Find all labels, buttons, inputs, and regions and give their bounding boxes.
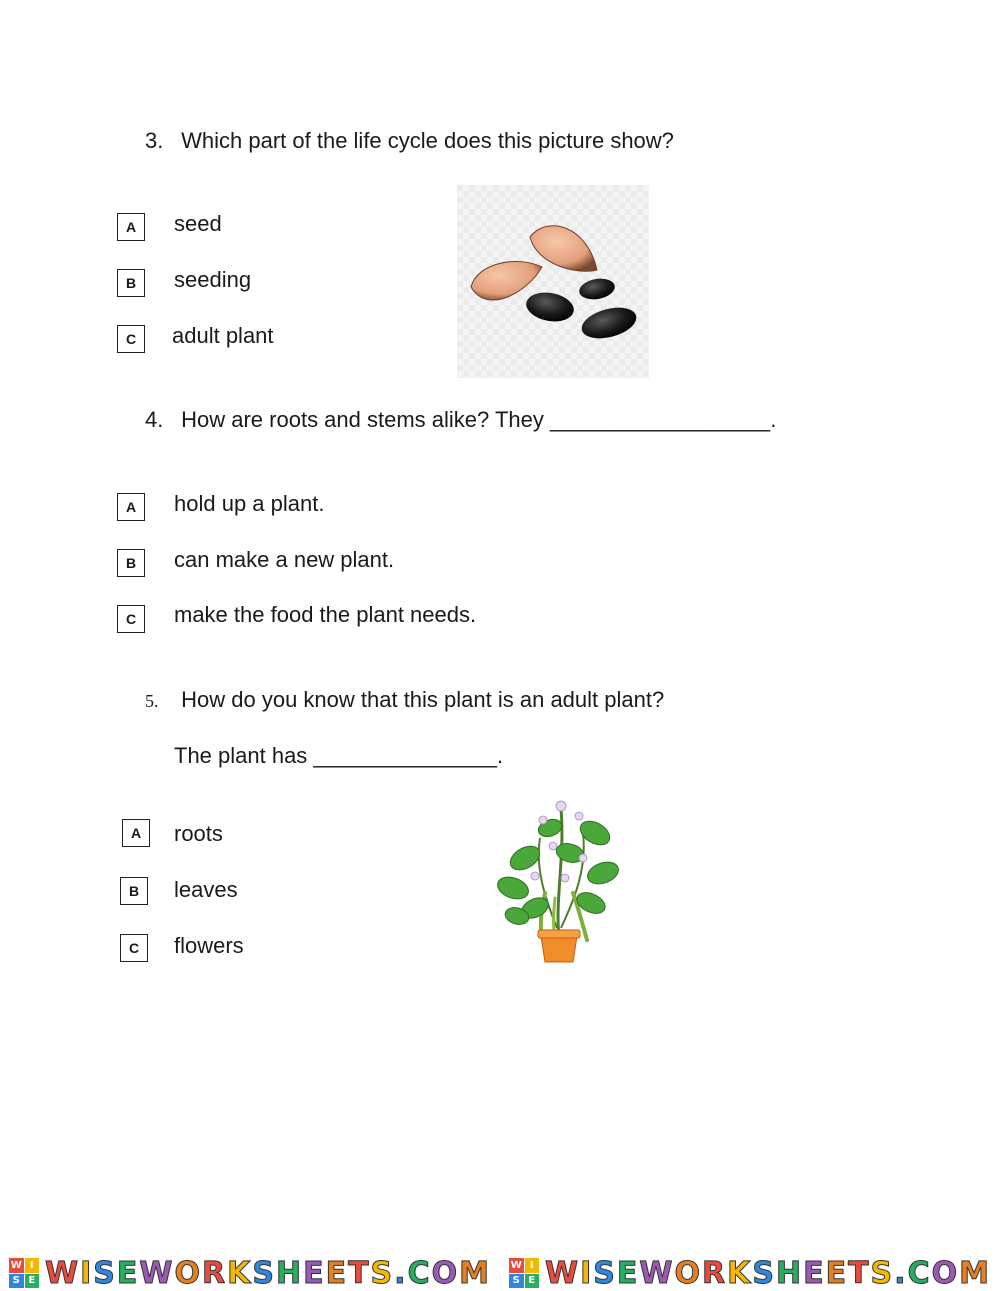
- watermark-letter: S: [870, 1255, 895, 1291]
- option-letter: C: [117, 325, 145, 353]
- option-letter: C: [117, 605, 145, 633]
- watermark-letter: E: [303, 1255, 326, 1291]
- option-letter: A: [117, 213, 145, 241]
- question-5: [145, 687, 664, 713]
- watermark-letter: W: [639, 1255, 675, 1291]
- question-4: [145, 407, 776, 433]
- question-3: [145, 128, 674, 154]
- logo-letter: W: [510, 1259, 522, 1271]
- watermark-letter: O: [931, 1255, 960, 1291]
- watermark-letter: W: [545, 1255, 581, 1291]
- option-a-checkbox[interactable]: [117, 212, 145, 242]
- watermark-letter: T: [348, 1255, 371, 1291]
- option-letter: B: [120, 877, 148, 905]
- logo-letter: E: [525, 1274, 540, 1289]
- question-subprompt: The plant has _______________.: [174, 743, 504, 768]
- potted-plant-image: [495, 798, 623, 966]
- watermark-letter: H: [775, 1255, 804, 1291]
- option-letter: A: [122, 819, 150, 847]
- watermark-letter: O: [431, 1255, 460, 1291]
- watermark-text: [545, 1256, 991, 1291]
- footer-watermark: [0, 1255, 1000, 1291]
- logo-letter: S: [9, 1274, 24, 1289]
- logo-letter: I: [525, 1258, 540, 1273]
- option-letter: B: [117, 269, 145, 297]
- option-a-checkbox[interactable]: [117, 492, 145, 522]
- option-text: flowers: [174, 933, 244, 958]
- watermark-letter: O: [674, 1255, 702, 1291]
- option-text: adult plant: [172, 323, 274, 348]
- logo-letter: I: [25, 1258, 40, 1273]
- watermark-letter: S: [93, 1255, 117, 1291]
- watermark-letter: O: [174, 1255, 202, 1291]
- watermark-letter: K: [727, 1255, 753, 1291]
- option-text: leaves: [174, 877, 238, 902]
- logo-letter: E: [25, 1274, 40, 1289]
- wiseworksheets-logo-icon: [9, 1258, 39, 1288]
- option-b-checkbox[interactable]: [117, 548, 145, 578]
- watermark-letter: E: [803, 1255, 826, 1291]
- watermark-letter: E: [116, 1255, 140, 1291]
- watermark-letter: R: [202, 1255, 228, 1291]
- watermark-letter: E: [325, 1255, 349, 1291]
- option-b-checkbox[interactable]: [120, 876, 148, 906]
- option-letter: B: [117, 549, 145, 577]
- watermark-letter: C: [907, 1255, 932, 1291]
- watermark-left: [9, 1256, 491, 1291]
- watermark-letter: S: [752, 1255, 776, 1291]
- watermark-letter: S: [252, 1255, 276, 1291]
- watermark-letter: M: [459, 1255, 491, 1291]
- watermark-letter: .: [394, 1255, 408, 1291]
- watermark-letter: I: [80, 1255, 94, 1291]
- question-prompt: How are roots and stems alike? They __________________.: [181, 407, 777, 432]
- question-prompt: How do you know that this plant is an adult plant?: [181, 687, 665, 712]
- watermark-letter: R: [702, 1255, 728, 1291]
- watermark-letter: I: [580, 1255, 594, 1291]
- watermark-letter: M: [959, 1255, 991, 1291]
- question-number: 3.: [145, 128, 164, 153]
- watermark-letter: H: [275, 1255, 304, 1291]
- option-letter: C: [120, 934, 148, 962]
- seeds-image: [457, 185, 649, 378]
- option-text: hold up a plant.: [174, 491, 325, 516]
- option-c-checkbox[interactable]: [120, 933, 148, 963]
- watermark-letter: S: [370, 1255, 395, 1291]
- watermark-right: [509, 1256, 991, 1291]
- watermark-text: [45, 1256, 491, 1291]
- option-text: seed: [174, 211, 222, 236]
- option-b-checkbox[interactable]: [117, 268, 145, 298]
- option-letter: A: [117, 493, 145, 521]
- option-text: roots: [174, 821, 223, 846]
- option-text: seeding: [174, 267, 252, 292]
- question-number: 4.: [145, 407, 164, 432]
- watermark-letter: T: [848, 1255, 871, 1291]
- watermark-letter: C: [407, 1255, 432, 1291]
- watermark-letter: E: [616, 1255, 640, 1291]
- option-text: make the food the plant needs.: [174, 602, 477, 627]
- wiseworksheets-logo-icon: [509, 1258, 539, 1288]
- question-number: 5.: [145, 691, 159, 711]
- option-c-checkbox[interactable]: [117, 324, 145, 354]
- option-a-checkbox[interactable]: [122, 818, 150, 848]
- watermark-letter: .: [894, 1255, 908, 1291]
- question-prompt: Which part of the life cycle does this picture show?: [181, 128, 674, 153]
- option-c-checkbox[interactable]: [117, 604, 145, 634]
- option-text: can make a new plant.: [174, 547, 395, 572]
- watermark-letter: W: [139, 1255, 175, 1291]
- logo-letter: S: [509, 1274, 524, 1289]
- watermark-letter: W: [45, 1255, 81, 1291]
- watermark-letter: E: [825, 1255, 849, 1291]
- watermark-letter: S: [593, 1255, 617, 1291]
- watermark-letter: K: [227, 1255, 253, 1291]
- logo-letter: W: [10, 1259, 22, 1271]
